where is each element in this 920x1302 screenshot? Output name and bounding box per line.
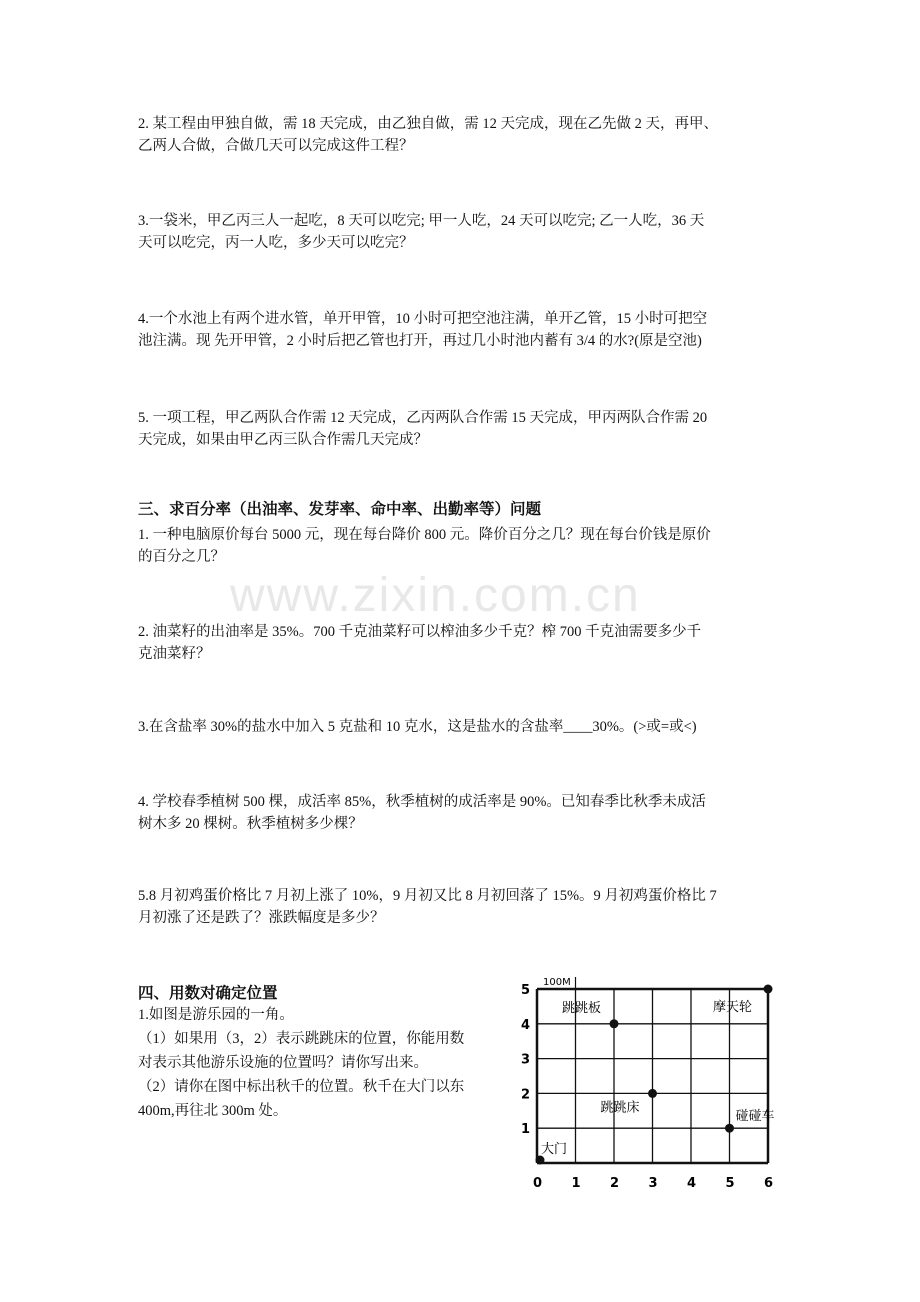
line: 3.一袋米，甲乙丙三人一起吃，8 天可以吃完; 甲一人吃，24 天可以吃完; 乙一人吃，36 天 bbox=[138, 213, 705, 229]
point-marker bbox=[610, 1019, 619, 1028]
point-label: 大门 bbox=[541, 1142, 568, 1157]
point-label: 碰碰车 bbox=[735, 1109, 775, 1125]
point-marker bbox=[764, 985, 773, 994]
line: 5.8 月初鸡蛋价格比 7 月初上涨了 10%，9 月初又比 8 月初回落了 15%。9 月初鸡蛋价格比 7 bbox=[138, 888, 717, 904]
problem-4-1 bbox=[138, 1003, 518, 1123]
x-tick-label: 2 bbox=[610, 1176, 620, 1191]
line: 1. 一种电脑原价每台 5000 元，现在每台降价 800 元。降价百分之几？现在每台价钱是原价 bbox=[138, 527, 711, 543]
point-label: 跳跳床 bbox=[600, 1100, 640, 1116]
x-tick-label: 0 bbox=[533, 1176, 543, 1191]
line: 2. 油菜籽的出油率是 35%。700 千克油菜籽可以榨油多少千克？榨 700 千克油需要多少千 bbox=[138, 624, 702, 640]
section-3-heading: 三、求百分率（出油率、发芽率、命中率、出勤率等）问题 bbox=[138, 500, 542, 518]
x-tick-label: 3 bbox=[648, 1176, 658, 1191]
scale-label: 100M bbox=[543, 977, 571, 988]
line: 3.在含盐率 30%的盐水中加入 5 克盐和 10 克水，这是盐水的含盐率____30%。(>或=或<) bbox=[138, 719, 697, 735]
problem-2-2 bbox=[138, 113, 798, 157]
problem-3-1 bbox=[138, 524, 798, 568]
line: 乙两人合做，合做几天可以完成这件工程？ bbox=[138, 138, 414, 154]
line: 天可以吃完，丙一人吃，多少天可以吃完？ bbox=[138, 235, 414, 251]
problem-3-3 bbox=[138, 716, 798, 738]
x-tick-label: 6 bbox=[764, 1176, 774, 1191]
y-tick-label: 1 bbox=[521, 1122, 531, 1138]
line: 对表示其他游乐设施的位置吗？请你写出来。 bbox=[138, 1055, 428, 1071]
point-label: 摩天轮 bbox=[713, 1000, 753, 1015]
y-tick-label: 4 bbox=[521, 1017, 531, 1033]
point-label: 跳跳板 bbox=[562, 1000, 602, 1016]
line: 天完成，如果由甲乙丙三队合作需几天完成？ bbox=[138, 432, 428, 448]
x-tick-label: 5 bbox=[725, 1176, 735, 1191]
x-tick-label: 4 bbox=[687, 1176, 697, 1191]
y-tick-label: 2 bbox=[521, 1087, 531, 1103]
line: 月初涨了还是跌了？涨跌幅度是多少？ bbox=[138, 910, 385, 926]
park-grid-figure bbox=[515, 965, 790, 1195]
line: 4. 学校春季植树 500 棵，成活率 85%，秋季植树的成活率是 90%。已知春季比秋季未成活 bbox=[138, 794, 706, 810]
section-4-heading: 四、用数对确定位置 bbox=[138, 984, 278, 1002]
point-marker bbox=[648, 1089, 657, 1098]
line: 1.如图是游乐园的一角。 bbox=[138, 1007, 294, 1023]
x-tick-label: 1 bbox=[571, 1176, 581, 1191]
line: 2. 某工程由甲独自做，需 18 天完成，由乙独自做，需 12 天完成，现在乙先做 2 天，再甲、 bbox=[138, 116, 718, 132]
line: 5. 一项工程，甲乙两队合作需 12 天完成，乙丙两队合作需 15 天完成，甲丙两队合作需 20 bbox=[138, 410, 708, 426]
y-tick-label: 3 bbox=[521, 1052, 531, 1068]
line: 400m,再往北 300m 处。 bbox=[138, 1103, 288, 1119]
line: （1）如果用（3，2）表示跳跳床的位置，你能用数 bbox=[138, 1031, 465, 1047]
line: 克油菜籽？ bbox=[138, 646, 211, 662]
line: 池注满。现 先开甲管，2 小时后把乙管也打开，再过几小时池内蓄有 3/4 的水?(原是空池) bbox=[138, 333, 702, 349]
point-marker bbox=[725, 1124, 734, 1133]
problem-2-5 bbox=[138, 407, 798, 451]
y-tick-label: 5 bbox=[521, 983, 531, 998]
line: 树木多 20 棵树。秋季植树多少棵？ bbox=[138, 816, 363, 832]
watermark: www.zixin.com.cn bbox=[230, 569, 641, 622]
problem-3-5 bbox=[138, 885, 798, 929]
problem-2-3 bbox=[138, 210, 798, 254]
line: 4.一个水池上有两个进水管，单开甲管，10 小时可把空池注满，单开乙管，15 小时可把空 bbox=[138, 311, 708, 327]
problem-3-4 bbox=[138, 791, 798, 835]
problem-2-4 bbox=[138, 308, 798, 352]
problem-3-2 bbox=[138, 621, 798, 665]
line: 的百分之几？ bbox=[138, 549, 225, 565]
line: （2）请你在图中标出秋千的位置。秋千在大门以东 bbox=[138, 1079, 465, 1095]
